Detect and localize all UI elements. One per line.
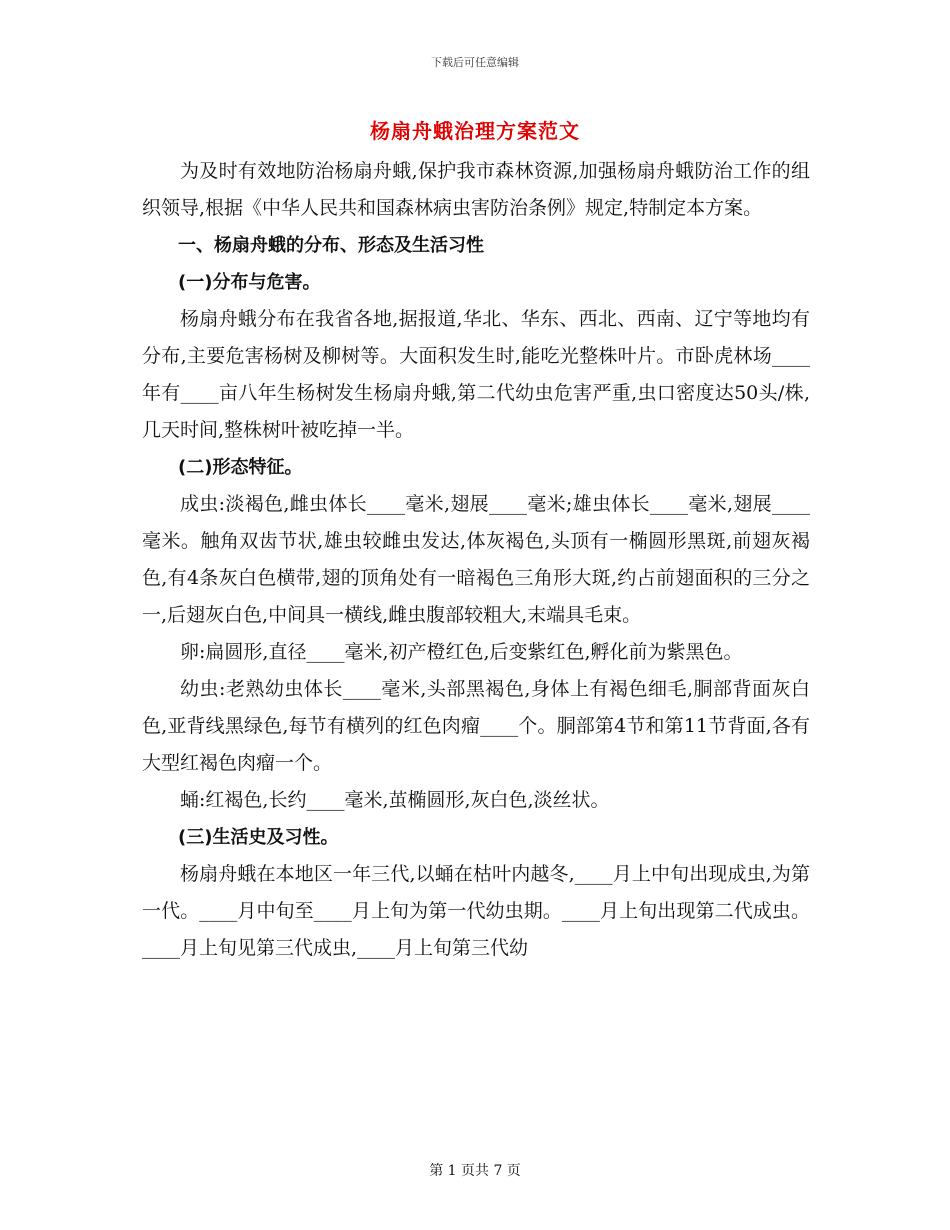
intro-paragraph: 为及时有效地防治杨扇舟蛾,保护我市森林资源,加强杨扇舟蛾防治工作的组织领导,根据《中华人民共和国森林病虫害防治条例》规定,特制定本方案。 [142, 160, 810, 219]
page-number: 第 1 页共 7 页 [429, 1163, 521, 1179]
subsection-heading-lifecycle: (三)生活史及习性。 [178, 827, 339, 848]
pupa-paragraph: 蛹:红褐色,长约____毫米,茧椭圆形,灰白色,淡丝状。 [180, 789, 610, 811]
subsection-heading-distribution: (一)分布与危害。 [178, 272, 321, 293]
document-body [142, 153, 810, 967]
lifecycle-paragraph: 杨扇舟蛾在本地区一年三代,以蛹在枯叶内越冬,____月上中旬出现成虫,为第一代。____月中旬至____月上旬为第一代幼虫期。____月上旬出现第二代成虫。____月上旬见第三代成虫,____月上旬第三代幼 [142, 863, 810, 959]
section-heading-1: 一、杨扇舟蛾的分布、形态及生活习性 [178, 235, 484, 256]
header-note: 下载后可任意编辑 [431, 56, 519, 69]
larva-paragraph: 幼虫:老熟幼虫体长____毫米,头部黑褐色,身体上有褐色细毛,胴部背面灰白色,亚背线黑绿色,每节有横列的红色肉瘤____个。胴部第4节和第11节背面,各有大型红褐色肉瘤一个。 [142, 678, 810, 774]
distribution-paragraph: 杨扇舟蛾分布在我省各地,据报道,华北、华东、西北、西南、辽宁等地均有分布,主要危害杨树及柳树等。大面积发生时,能吃光整株叶片。市卧虎林场____年有____亩八年生杨树发生杨扇舟蛾,第二代幼虫危害严重,虫口密度达50头/株,几天时间,整株树叶被吃掉一半。 [142, 308, 810, 441]
document-title: 杨扇舟蛾治理方案范文 [370, 119, 580, 143]
adult-paragraph: 成虫:淡褐色,雌虫体长____毫米,翅展____毫米;雄虫体长____毫米,翅展____毫米。触角双齿节状,雄虫较雌虫发达,体灰褐色,头顶有一椭圆形黑斑,前翅灰褐色,有4条灰白色横带,翅的顶角处有一暗褐色三角形大斑,约占前翅面积的三分之一,后翅灰白色,中间具一横线,雌虫腹部较粗大,末端具毛束。 [142, 493, 810, 626]
subsection-heading-morphology: (二)形态特征。 [178, 457, 303, 478]
egg-paragraph: 卵:扁圆形,直径____毫米,初产橙红色,后变紫红色,孵化前为紫黑色。 [180, 641, 743, 663]
